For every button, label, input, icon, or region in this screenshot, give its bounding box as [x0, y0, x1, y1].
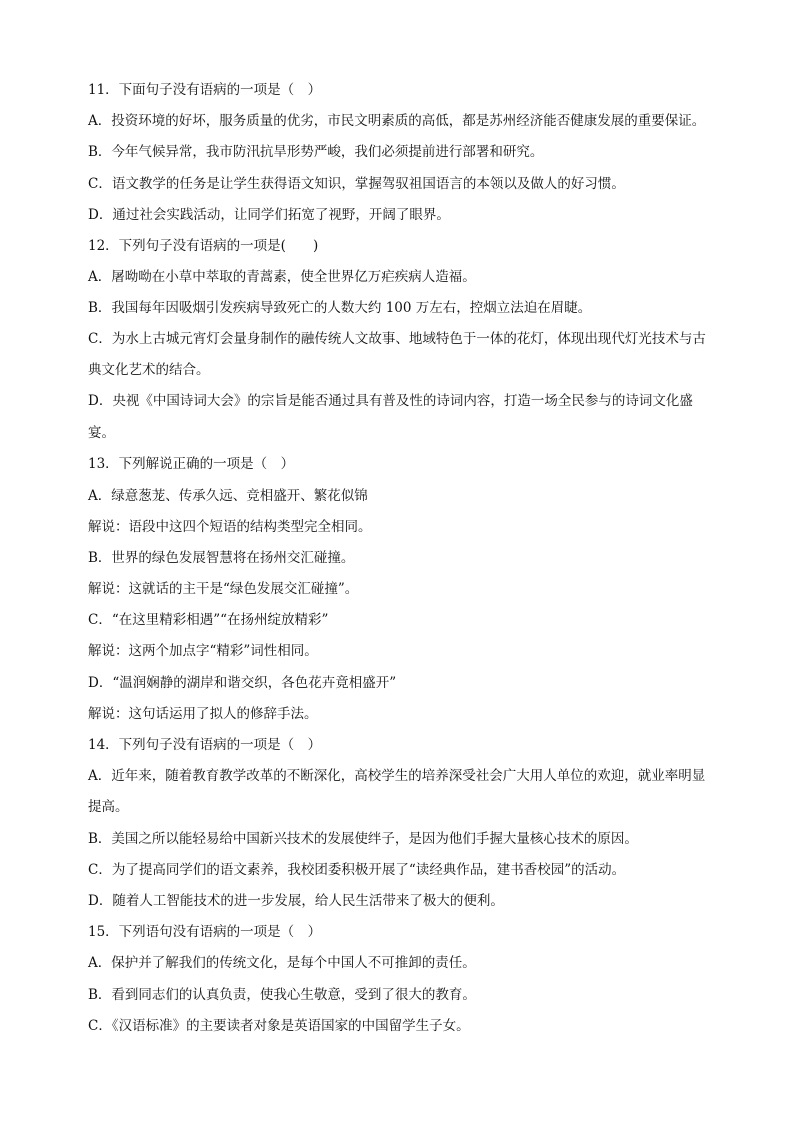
question-14-option-a: A．近年来，随着教育教学改革的不断深化，高校学生的培养深受社会广大用人单位的欢迎，就业率明显提高。	[88, 767, 706, 815]
question-content	[88, 80, 713, 1047]
question-13-explanation-d: 解说：这句话运用了拟人的修辞手法。	[88, 705, 318, 722]
question-12-stem: 12．下列句子没有语病的一项是( )	[88, 237, 319, 254]
question-15-option-c: C．《汉语标准》的主要读者对象是英语国家的中国留学生子女。	[88, 1017, 470, 1034]
question-12-option-a: A．屠呦呦在小草中萃取的青蒿素，使全世界亿万疟疾病人造福。	[88, 269, 476, 286]
question-14-option-b: B．美国之所以能轻易给中国新兴技术的发展使绊子，是因为他们手握大量核心技术的原因。	[88, 830, 638, 847]
question-13-explanation-a: 解说：语段中这四个短语的结构类型完全相同。	[88, 518, 372, 535]
question-14-option-d: D．随着人工智能技术的进一步发展，给人民生活带来了极大的便利。	[88, 892, 504, 909]
question-13-explanation-c: 解说：这两个加点字“精彩”词性相同。	[88, 643, 318, 660]
question-13-explanation-b: 解说：这就话的主干是“绿色发展交汇碰撞”。	[88, 581, 359, 598]
question-13-option-c: C．“在这里精彩相遇”“在扬州绽放精彩”	[88, 612, 329, 629]
question-11-option-b: B．今年气候异常，我市防汛抗旱形势严峻，我们必须提前进行部署和研究。	[88, 144, 544, 161]
question-11-stem: 11．下面句子没有语病的一项是（ ）	[88, 82, 322, 98]
question-15-option-a: A．保护并了解我们的传统文化，是每个中国人不可推卸的责任。	[88, 955, 476, 972]
question-13-option-a: A．绿意葱茏、传承久远、竞相盛开、繁花似锦	[88, 487, 368, 504]
question-14-stem: 14．下列句子没有语病的一项是（ ）	[88, 737, 322, 753]
question-12-option-c: C．为水上古城元宵灯会量身制作的融传统人文故事、地域特色于一体的花灯，体现出现代灯光技术与古典文化艺术的结合。	[88, 330, 706, 379]
question-15-option-b: B．看到同志们的认真负责，使我心生敬意，受到了很大的教育。	[88, 986, 476, 1003]
question-13-option-d: D．“温润娴静的湖岸和谐交织，各色花卉竟相盛开”	[88, 674, 397, 691]
question-13-stem: 13．下列解说正确的一项是（ ）	[88, 456, 295, 473]
question-12-option-b: B．我国每年因吸烟引发疾病导致死亡的人数大约 100 万左右，控烟立法迫在眉睫。	[88, 300, 592, 317]
question-15-stem: 15．下列语句没有语病的一项是（ ）	[88, 924, 322, 941]
question-12-option-d: D．央视《中国诗词大会》的宗旨是能否通过具有普及性的诗词内容，打造一场全民参与的诗词文化盛宴。	[88, 393, 693, 441]
question-11-option-c: C．语文教学的任务是让学生获得语文知识，掌握驾驭祖国语言的本领以及做人的好习惯。	[88, 175, 625, 192]
question-14-option-c: C．为了提高同学们的语文素养，我校团委积极开展了“读经典作品，建书香校园”的活动。	[88, 861, 626, 878]
question-11-option-d: D．通过社会实践活动，让同学们拓宽了视野，开阔了眼界。	[88, 206, 450, 223]
question-11-option-a: A．投资环境的好坏，服务质量的优劣，市民文明素质的高低，都是苏州经济能否健康发展的重要保证。	[88, 113, 706, 130]
question-13-option-b: B．世界的绿色发展智慧将在扬州交汇碰撞。	[88, 549, 355, 566]
